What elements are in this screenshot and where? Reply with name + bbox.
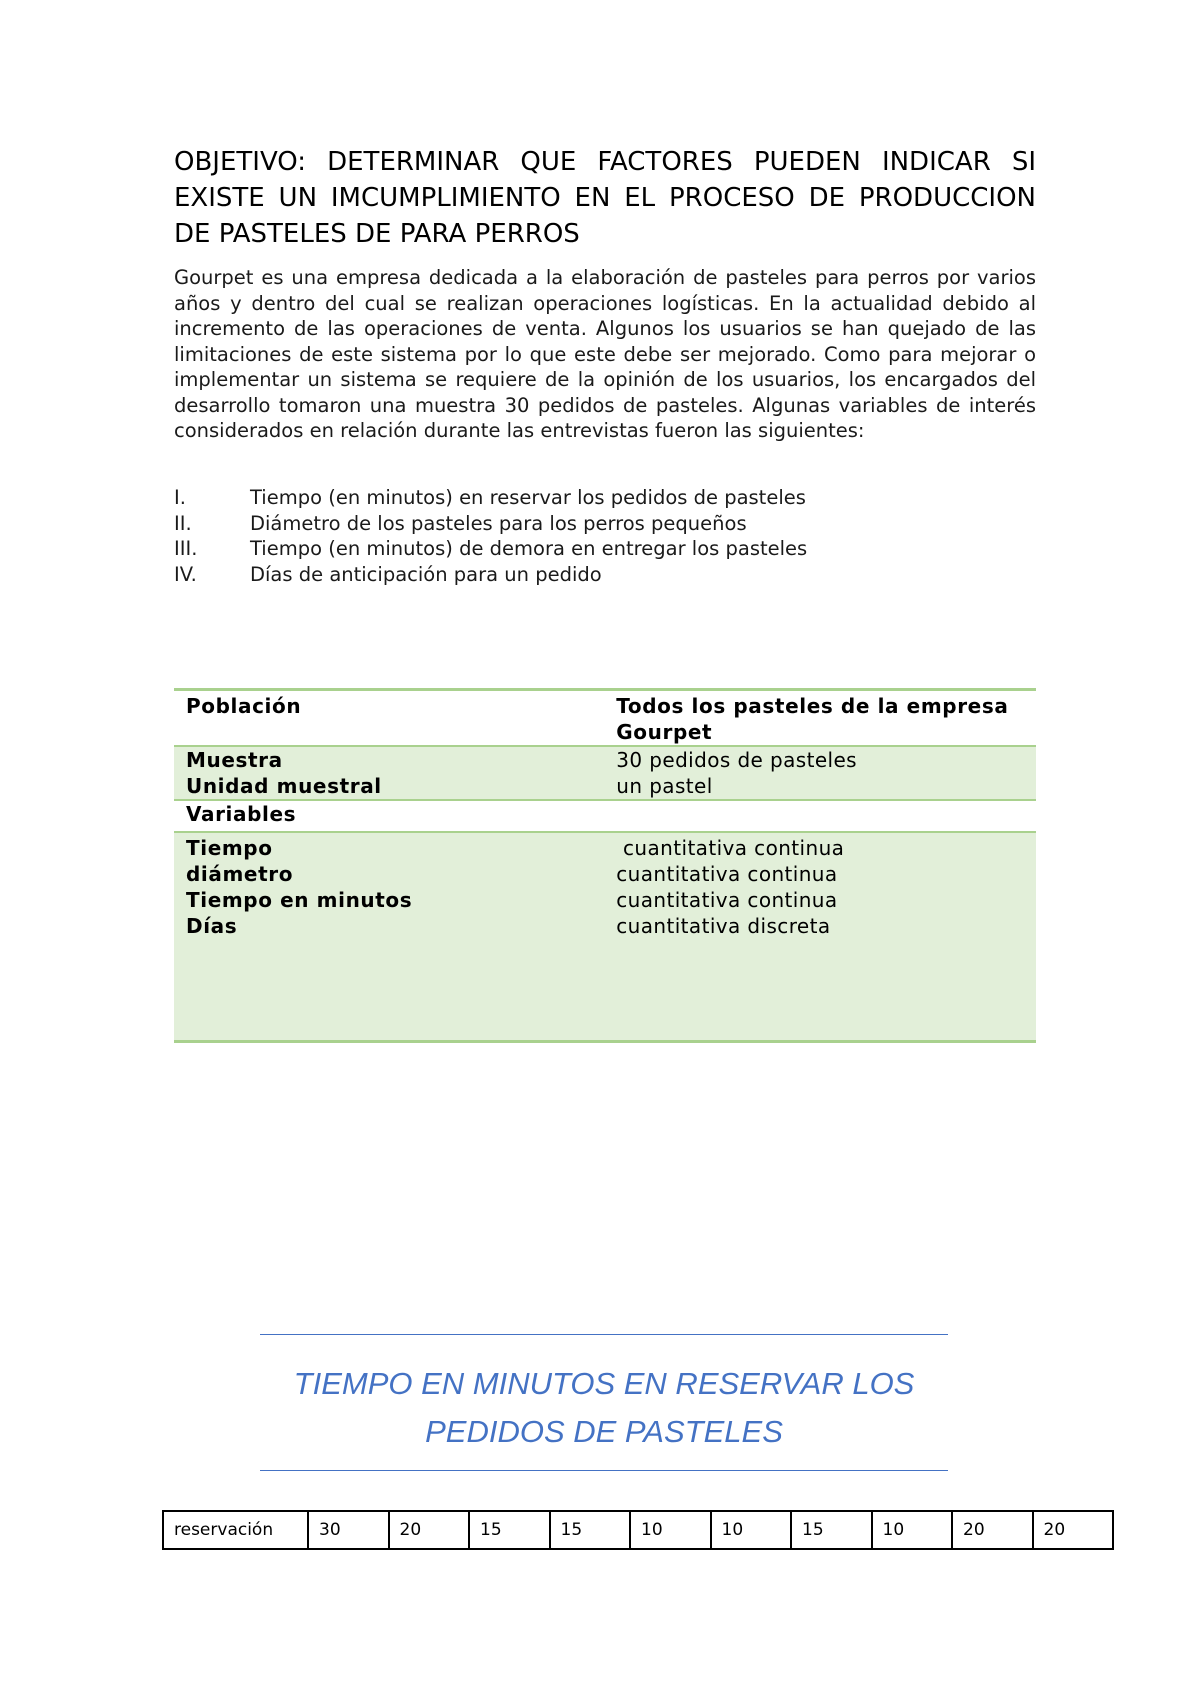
table-cell: 30 — [308, 1511, 389, 1549]
reservation-data-table — [162, 1510, 1114, 1550]
empty-cell — [604, 800, 1036, 832]
variable-type: cuantitativa continua — [616, 862, 838, 886]
unidad-muestral-value: un pastel — [616, 774, 713, 798]
table-row — [174, 832, 1036, 1042]
sample-labels-cell — [174, 746, 604, 800]
summary-table — [174, 688, 1036, 1043]
table-cell: 10 — [630, 1511, 711, 1549]
list-item — [174, 536, 1036, 562]
list-item-text: Días de anticipación para un pedido — [250, 562, 602, 586]
intro-paragraph: Gourpet es una empresa dedicada a la elaboración de pasteles para perros por varios años y dentro del cual se realizan operaciones logísticas. En la actualidad debido al incremento de las operaciones de venta. Algunos los usuarios se han quejado de las limitaciones de este sistema por lo que este debe ser mejorado. Como para mejorar o implementar un sistema se requiere de la opinión de los usuarios, los encargados del desarrollo tomaron una muestra 30 pedidos de pasteles. Algunas variables de interés considerados en relación durante las entrevistas fueron las siguientes: — [174, 266, 1036, 442]
list-item-text: Diámetro de los pasteles para los perros pequeños — [250, 511, 747, 535]
list-item-number: IV. — [174, 562, 197, 586]
variables-label: Variables — [174, 800, 604, 832]
variable-type: cuantitativa discreta — [616, 914, 831, 938]
poblacion-label: Población — [174, 690, 604, 747]
variable-name: diámetro — [186, 862, 294, 886]
variables-list — [174, 485, 1036, 587]
table-cell: 20 — [1033, 1511, 1114, 1549]
poblacion-value: Todos los pasteles de la empresa Gourpet — [604, 690, 1036, 747]
section-title-line: TIEMPO EN MINUTOS EN RESERVAR LOS — [293, 1366, 915, 1401]
list-item-number: III. — [174, 537, 198, 560]
muestra-label: Muestra — [186, 748, 283, 772]
section-title-line: PEDIDOS DE PASTELES — [425, 1414, 783, 1449]
variable-name: Tiempo — [186, 836, 273, 860]
variable-type: cuantitativa continua — [616, 836, 845, 860]
table-cell: 10 — [872, 1511, 953, 1549]
variable-types-cell — [604, 832, 1036, 1042]
list-item — [174, 511, 1036, 537]
row-label: reservación — [163, 1511, 308, 1549]
table-cell: 15 — [791, 1511, 872, 1549]
list-item-number: II. — [174, 511, 192, 535]
section-title — [260, 1360, 948, 1456]
list-item — [174, 485, 1036, 511]
list-item-text: Tiempo (en minutos) de demora en entregar los pasteles — [250, 537, 808, 560]
table-cell: 20 — [952, 1511, 1033, 1549]
list-item-number: I. — [174, 486, 186, 509]
sample-values-cell — [604, 746, 1036, 800]
table-cell: 10 — [711, 1511, 792, 1549]
section-bottom-rule — [260, 1470, 948, 1471]
table-row — [174, 690, 1036, 747]
variable-type: cuantitativa continua — [616, 888, 838, 912]
section-top-rule — [260, 1334, 948, 1335]
variable-name: Días — [186, 914, 238, 938]
document-title: OBJETIVO: DETERMINAR QUE FACTORES PUEDEN INDICAR SI EXISTE UN IMCUMPLIMIENTO EN EL PROCESO DE PRODUCCION DE PASTELES DE PARA PERROS — [174, 147, 1036, 249]
table-row — [163, 1511, 1113, 1549]
unidad-muestral-label: Unidad muestral — [186, 774, 382, 798]
list-item-text: Tiempo (en minutos) en reservar los pedidos de pasteles — [250, 486, 806, 509]
list-item — [174, 562, 1036, 588]
table-cell: 15 — [469, 1511, 550, 1549]
variable-names-cell — [174, 832, 604, 1042]
table-row — [174, 746, 1036, 800]
variable-name: Tiempo en minutos — [186, 888, 413, 912]
muestra-value: 30 pedidos de pasteles — [616, 748, 858, 772]
table-cell: 20 — [389, 1511, 470, 1549]
table-cell: 15 — [550, 1511, 631, 1549]
table-row — [174, 800, 1036, 832]
